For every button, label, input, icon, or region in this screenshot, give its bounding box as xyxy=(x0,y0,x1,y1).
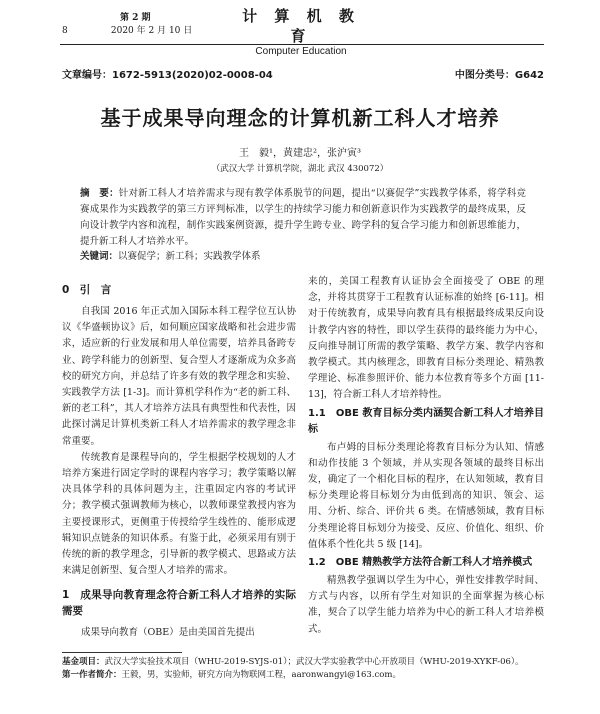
footnote-divider xyxy=(62,652,182,653)
body-paragraph: 来的，美国工程教育认证协会全面接受了 OBE 的理念，并将其贯穿于工程教育认证标准的始终 [6-11]。相对于传统教育，成果导向教育具有根据最终成果反向设计教学内容的特性，即以学生获得的最终能力为中心，反向推导制订所需的教学策略、教学方案、教学内容和教学模式。其内核理念，即教育目标分类理论、精熟教学理论、标准参照评价、能力本位教育等多个方面 [11-13]，符合新工科人才培养特性。 xyxy=(308,276,544,401)
header-divider xyxy=(60,44,544,45)
author-bio-text: 王毅，男，实验师，研究方向为物联网工程，aaronwangyi@163.com。 xyxy=(121,670,401,680)
body-paragraph: 自我国 2016 年正式加入国际本科工程学位互认协议《华盛顿协议》后，如何顺应国家战略和社会进步需求，适应新的行业发展和用人单位需要，培养具备跨专业、跨学科能力的创新型、复合型人才逐渐成为众多高校的研究方向，并总结了许多有效的教学理念和实验、实践教学方法 [1-3]。而计算机学科作为“老的新工科、新的老工科”，其人才培养方法具有典型性和代表性，因此探讨满足计算机类新工科人才培养需求的教学理念非常重要。 xyxy=(62,306,296,447)
abstract xyxy=(80,186,526,250)
body-column-right xyxy=(308,274,544,638)
paper-title: 基于成果导向理念的计算机新工科人才培养 xyxy=(100,106,500,130)
page-number: 8 xyxy=(62,26,68,36)
footnote xyxy=(62,656,544,682)
journal-masthead xyxy=(236,6,366,58)
author-bio-note xyxy=(62,669,544,682)
issue-number: 第 2 期 xyxy=(120,13,151,23)
keywords xyxy=(80,250,526,264)
journal-title-en: Computer Education xyxy=(255,46,347,57)
funding-text: 武汉大学实验技术项目（WHU-2019-SYJS-01）；武汉大学实验教学中心开放项目（WHU-2019-XYKF-06）。 xyxy=(104,657,524,667)
subsection-heading-1-1: 1.1 OBE 教育目标分类内涵契合新工科人才培养目标 xyxy=(308,407,544,435)
funding-label: 基金项目： xyxy=(62,657,105,667)
subsection-heading-1-2: 1.2 OBE 精熟教学方法符合新工科人才培养模式 xyxy=(308,557,533,569)
abstract-text: 针对新工科人才培养需求与现有教学体系脱节的问题，提出“以赛促学”实践教学体系，将学科竞赛成果作为实践教学的第三方评判标准，以学生的持续学习能力和创新意识作为实践教学的最终成果，反向设计教学内容和流程，制作实践案例资源，提升学生跨专业、跨学科的复合学习能力和创新思维能力，提升新工科人才培养水平。 xyxy=(80,188,526,247)
body-paragraph: 成果导向教育（OBE）是由美国首先提出 xyxy=(81,627,255,639)
abstract-label: 摘 要： xyxy=(80,188,119,199)
author-bio-label: 第一作者简介： xyxy=(62,670,122,680)
keywords-text: 以赛促学；新工科；实践教学体系 xyxy=(118,251,261,262)
article-info-line xyxy=(62,66,544,81)
body-column-left xyxy=(62,274,296,642)
article-number: 文章编号：1672-5913(2020)02-0008-04 xyxy=(62,70,273,81)
funding-note xyxy=(62,656,544,669)
body-paragraph: 布卢姆的目标分类理论将教育目标分为认知、情感和动作技能 3 个领域，并从实现各领域的最终目标出发，确定了一个相化目标的程序，在认知领域，教育目标分类理论将目标划分为由低到高的知识、领会、运用、分析、综合、评价共 6 类。在情感领域，教育目标分类理论将目标划分为接受、反应、价值化、组织、价值体系个性化共 5 级 [14]。 xyxy=(308,441,544,550)
section-heading-introduction: 0 引 言 xyxy=(62,284,112,296)
publication-date: 2020 年 2 月 10 日 xyxy=(110,26,193,36)
clc-number: 中图分类号：G642 xyxy=(454,70,544,81)
journal-title-cn: 计 算 机 教 育 xyxy=(242,7,360,45)
section-heading-1: 1 成果导向教育理念符合新工科人才培养的实际需要 xyxy=(62,589,296,618)
body-paragraph: 精熟教学强调以学生为中心，弹性安排教学时间、方式与内容，以所有学生对知识的全面掌握为核心标准，契合了以学生能力培养为中心的新工科人才培养模式。 xyxy=(308,575,544,635)
body-paragraph: 传统教育是课程导向的，学生根据学校规划的人才培养方案进行固定学时的课程内容学习；教学策略以解决具体学科的具体问题为主，注重固定内容的考试评分；教学模式强调教师为核心，以教师课堂教授内容为主要授课形式，更侧重于传授给学生线性的、能形成逻辑知识点链条的知识体系。有鉴于此，必须采用有别于传统的新的教学理念，引导新的教学模式、思路或方法来满足创新型、复合型人才培养的需求。 xyxy=(62,451,296,577)
author-affiliation: （武汉大学 计算机学院，湖北 武汉 430072） xyxy=(211,164,389,174)
keywords-label: 关键词： xyxy=(80,251,119,262)
running-header-left xyxy=(62,12,192,38)
author-list: 王 毅¹，黄建忠²，张沪寅³ xyxy=(238,148,362,159)
